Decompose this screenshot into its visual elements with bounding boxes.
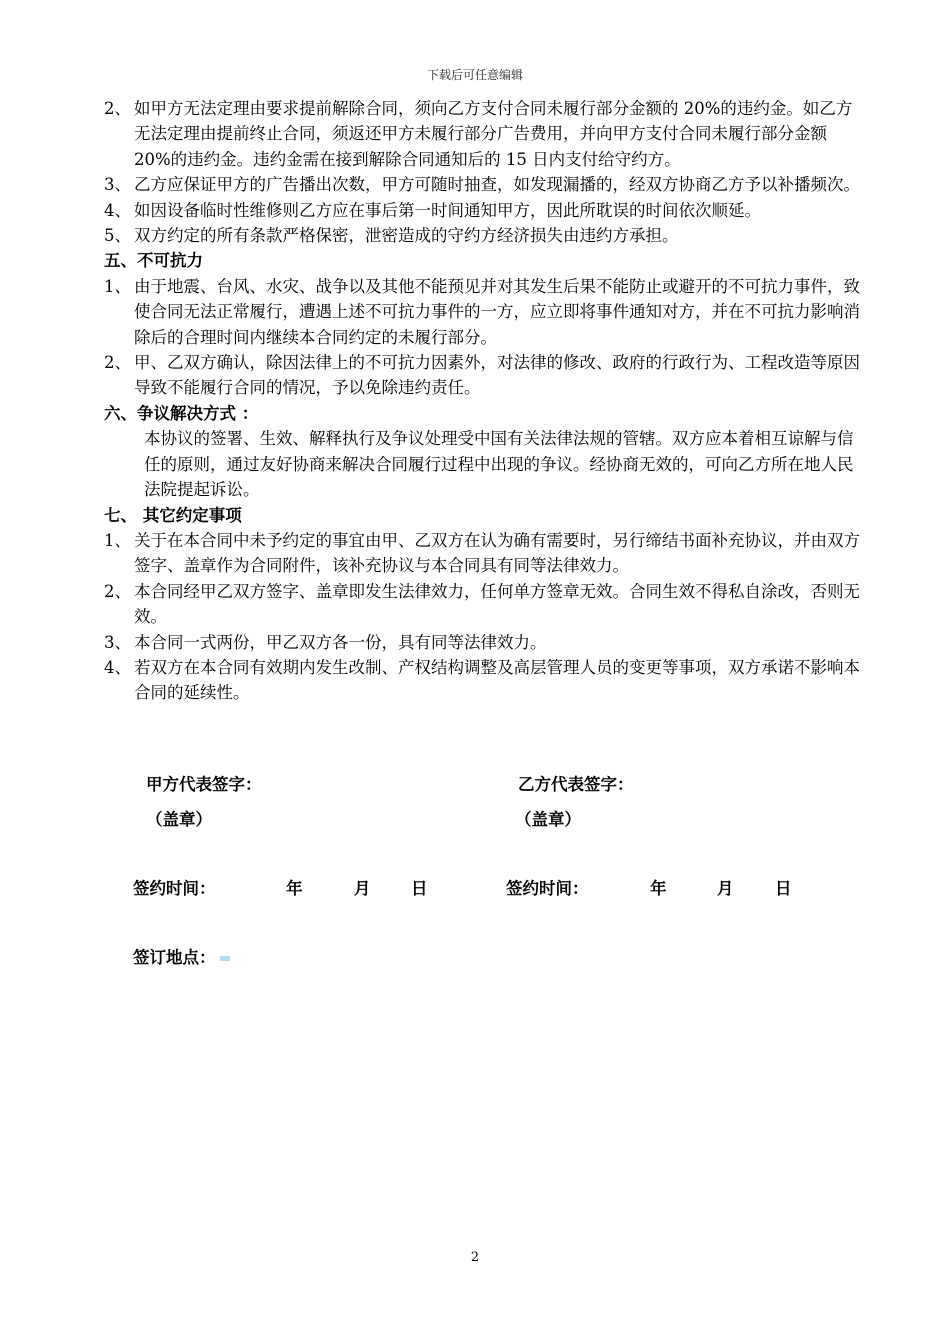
clause-number: 3、 (104, 175, 131, 195)
party-b-month: 月 (717, 879, 734, 898)
party-a-signature-label: 甲方代表签字： (146, 775, 262, 794)
clause-number: 5、 (104, 226, 131, 246)
page-number: 2 (470, 1250, 480, 1265)
section-heading-other: 七、 其它约定事项 (104, 505, 242, 525)
party-a-year: 年 (286, 879, 303, 898)
clause-number: 2、 (104, 99, 131, 118)
clause-text: 若双方在本合同有效期内发生改制、产权结构调整及高层管理人员的变更等事项，双方承诺不影响本合同的延续性。 (134, 657, 860, 703)
clause-item (104, 96, 864, 172)
clause-item (104, 655, 864, 706)
clause-text: 本合同一式两份，甲乙双方各一份，具有同等法律效力。 (134, 632, 547, 652)
clause-text: 本合同经甲乙双方签字、盖章即发生法律效力，任何单方签章无效。合同生效不得私自涂改，否则无效。 (134, 581, 860, 627)
clause-number: 1、 (104, 276, 131, 296)
clause-item (104, 223, 864, 248)
clause-number: 4、 (104, 200, 131, 220)
party-a-date-label: 签约时间： (133, 879, 216, 898)
contract-body (104, 96, 864, 706)
clause-item (104, 630, 864, 655)
party-b-seal-label: （盖章） (515, 810, 581, 829)
header-note: 下载后可任意编辑 (426, 68, 523, 82)
clause-item (104, 274, 864, 350)
clause-item (104, 198, 864, 223)
clause-text: 如甲方无法定理由要求提前解除合同，须向乙方支付合同未履行部分金额的 20%的违约金。如乙方无法定理由提前终止合同，须返还甲方未履行部分广告费用，并向甲方支付合同未履行部分金额 20%的违约金。违约金需在接到解除合同通知后的 15 日内支付给守约方。 (134, 99, 853, 169)
clause-text: 甲、乙双方确认，除因法律上的不可抗力因素外，对法律的修改、政府的行政行为、工程改造等原因导致不能履行合同的情况，予以免除违约责任。 (134, 353, 860, 398)
party-b-year: 年 (650, 879, 667, 898)
party-a-day: 日 (411, 879, 428, 898)
clause-text: 双方约定的所有条款严格保密，泄密造成的守约方经济损失由违约方承担。 (134, 226, 679, 246)
clause-text: 如因设备临时性维修则乙方应在事后第一时间通知甲方，因此所耽误的时间依次顺延。 (134, 200, 761, 220)
section-heading-force-majeure: 五、不可抗力 (104, 251, 203, 271)
dispute-paragraph: 本协议的签署、生效、解释执行及争议处理受中国有关法律法规的管辖。双方应本着相互谅解与信任的原则，通过友好协商来解决合同履行过程中出现的争议。经协商无效的，可向乙方所在地人民法院提起诉讼。 (144, 429, 854, 500)
clause-item (104, 579, 864, 630)
clause-item (104, 528, 864, 579)
clause-number: 2、 (104, 581, 131, 601)
clause-number: 3、 (104, 632, 131, 652)
party-a-seal-label: （盖章） (146, 810, 212, 829)
clause-text: 由于地震、台风、水灾、战争以及其他不能预见并对其发生后果不能防止或避开的不可抗力事件，致使合同无法正常履行，遭遇上述不可抗力事件的一方，应立即将事件通知对方，并在不可抗力影响消除后的合理时间内继续本合同约定的未履行部分。 (134, 276, 860, 347)
clause-number: 2、 (104, 353, 131, 373)
party-b-day: 日 (775, 879, 792, 898)
clause-number: 1、 (104, 530, 131, 550)
highlight-mark (220, 956, 230, 961)
section-heading-dispute: 六、争议解决方式 ： (104, 403, 259, 423)
clause-item (104, 172, 864, 197)
signing-place-label: 签订地点： (133, 948, 216, 967)
party-b-date-label: 签约时间： (506, 879, 589, 898)
clause-text: 乙方应保证甲方的广告播出次数，甲方可随时抽查，如发现漏播的，经双方协商乙方予以补播频次。 (134, 175, 860, 195)
signing-place (133, 944, 230, 968)
clause-item (104, 350, 864, 401)
clause-text: 关于在本合同中未予约定的事宜由甲、乙双方在认为确有需要时，另行缔结书面补充协议，并由双方签字、盖章作为合同附件，该补充协议与本合同具有同等法律效力。 (134, 530, 860, 576)
clause-number: 4、 (104, 657, 131, 677)
party-b-signature-label: 乙方代表签字： (518, 775, 634, 794)
party-a-month: 月 (354, 879, 371, 898)
